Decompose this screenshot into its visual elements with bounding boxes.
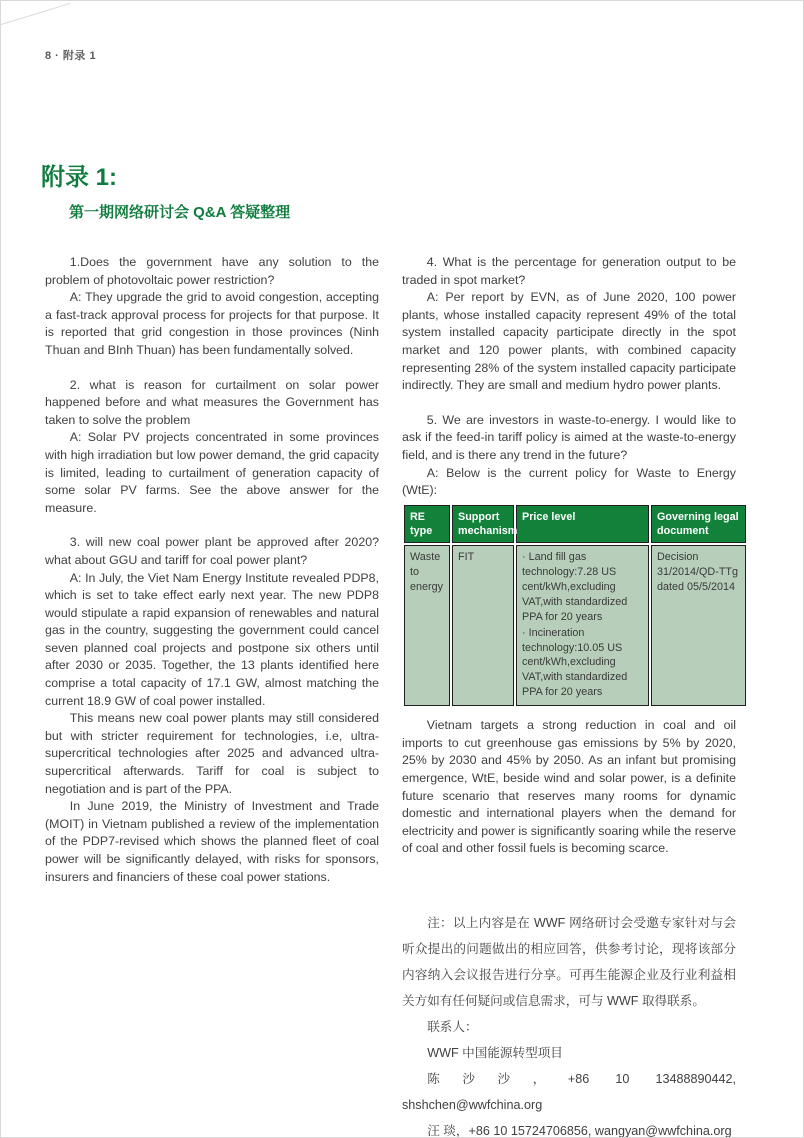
question-4: 4. What is the percentage for generation output to be traded in spot market? [402,255,736,287]
question-3: 3. will new coal power plant be approved after 2020? what about GGU and tariff for coal power plant? [45,535,379,567]
answer-3-paragraph-3: In June 2019, the Ministry of Investment and Trade (MOIT) in Vietnam published a review of the implementation of the PDP7-revised which shows the planned fleet of coal power will be significantly delayed, with risks for sponsors, insurers and financiers of these coal power stations. [45,799,379,884]
left-column [45,254,379,1138]
price-level-item-incineration: · Incineration technology:10.05 US cent/kWh,excluding VAT,with standardized PPA for 20 years [522,626,628,699]
page-number-header: 8 · 附录 1 [45,50,97,62]
column-header-price-level: Price level [516,505,649,544]
answer-3-paragraph-2: This means new coal power plants may still considered but with stricter requirement for technologies, i.e, ultra-supercritical technologies after 2025 and advanced ultra-supercritical afterwards. Tariff for coal is subject to negotiation and is part of the PPA. [45,711,379,796]
appendix-subtitle: 第一期网络研讨会 Q&A 答疑整理 [69,204,291,221]
wte-policy-table [402,503,748,708]
question-1: 1.Does the government have any solution to the problem of photovoltaic power restriction? [45,255,379,287]
price-level-item-landfill: · Land fill gas technology:7.28 US cent/kWh,excluding VAT,with standardized PPA for 20 years [522,551,628,623]
answer-3-paragraph-1: A: In July, the Viet Nam Energy Institute revealed PDP8, which is set to take effect early next year. The new PDP8 would stipulate a rapid expansion of renewables and natural gas in the country, suggesting the government could cancel seven planned coal projects and postpone six others until after 2030 or 2035. Together, the 13 plants identified here comprise a total capacity of 17.1 GW, almost matching the current 18.9 GW of coal power installed. [45,570,379,708]
answer-5-intro: A: Below is the current policy for Waste to Energy (WtE): [402,465,736,498]
contact-person-1: 陈沙沙，+86 10 13488890442, shshchen@wwfchina.org [402,1071,736,1112]
chinese-note-section [402,910,736,1138]
contact-label: 联系人： [427,1019,478,1034]
qa-block-5 [402,412,736,500]
cell-support-mechanism: FIT [452,545,514,706]
page-fold-line [0,3,71,26]
table-header-row [404,505,746,544]
answer-2: A: Solar PV projects concentrated in some provinces with high irradiation but low power demand, the grid capacity is limited, leading to curtailment of generation capacity of some solar PV farms. See the above answer for the measure. [45,430,379,515]
note-text: 注：以上内容是在 WWF 网络研讨会受邀专家针对与会听众提出的问题做出的相应回答，供参考讨论，现将该部分内容纳入会议报告进行分享。可再生能源企业及行业利益相关方如有任何疑问或信息需求，可与 WWF 取得联系。 [402,915,736,1008]
table-row [404,545,746,706]
column-header-governing-legal-document: Governing legal document [651,505,746,544]
qa-block-4 [402,254,736,395]
appendix-title: 附录 1: [41,164,118,191]
question-5: 5. We are investors in waste-to-energy. I would like to ask if the feed-in tariff policy is aimed at the waste-to-energy field, and is there any trend in the future? [402,412,736,462]
answer-1: A: They upgrade the grid to avoid congestion, accepting a fast-track approval process for projects for that purpose. It is reported that grid congestion in those provinces (Ninh Thuan and BInh Thuan) has been fundamentally solved. [45,290,379,357]
right-column [402,254,739,1138]
cell-re-type: Waste to energy [404,545,450,706]
cell-price-level [516,545,649,706]
answer-4: A: Per report by EVN, as of June 2020, 100 power plants, whose installed capacity represent 49% of the total system installed capacity participate directly in the spot market and 120 power plants, with combined capacity representing 28% of the system installed capacity participate indirectly. They are small and medium hydro power plants. [402,290,736,393]
column-header-support-mechanism: Support mechanism [452,505,514,544]
cell-governing-document: Decision 31/2014/QD-TTg dated 05/5/2014 [651,545,746,706]
question-2: 2. what is reason for curtailment on solar power happened before and what measures the Government has taken to solve the problem [45,377,379,427]
qa-block-2 [45,377,379,518]
column-header-re-type: RE type [404,505,450,544]
two-column-body [45,254,737,1138]
contact-org: WWF 中国能源转型项目 [427,1045,563,1060]
vietnam-targets-paragraph: Vietnam targets a strong reduction in coal and oil imports to cut greenhouse gas emissions by 5% by 2020, 25% by 2030 and 45% by 2050. As an infant but promising emergence, WtE, beside wind and solar power, is a definite future scenario that reserves many rooms for dynamic domestic and international players when the demand for electricity and power is significantly soaring while the reserve of coal and other fossil fuels is becoming scarce. [402,718,737,856]
contact-person-2: 汪 琰，+86 10 15724706856, wangyan@wwfchina.org [427,1123,732,1138]
qa-block-3 [45,534,379,886]
qa-block-1 [45,254,379,360]
